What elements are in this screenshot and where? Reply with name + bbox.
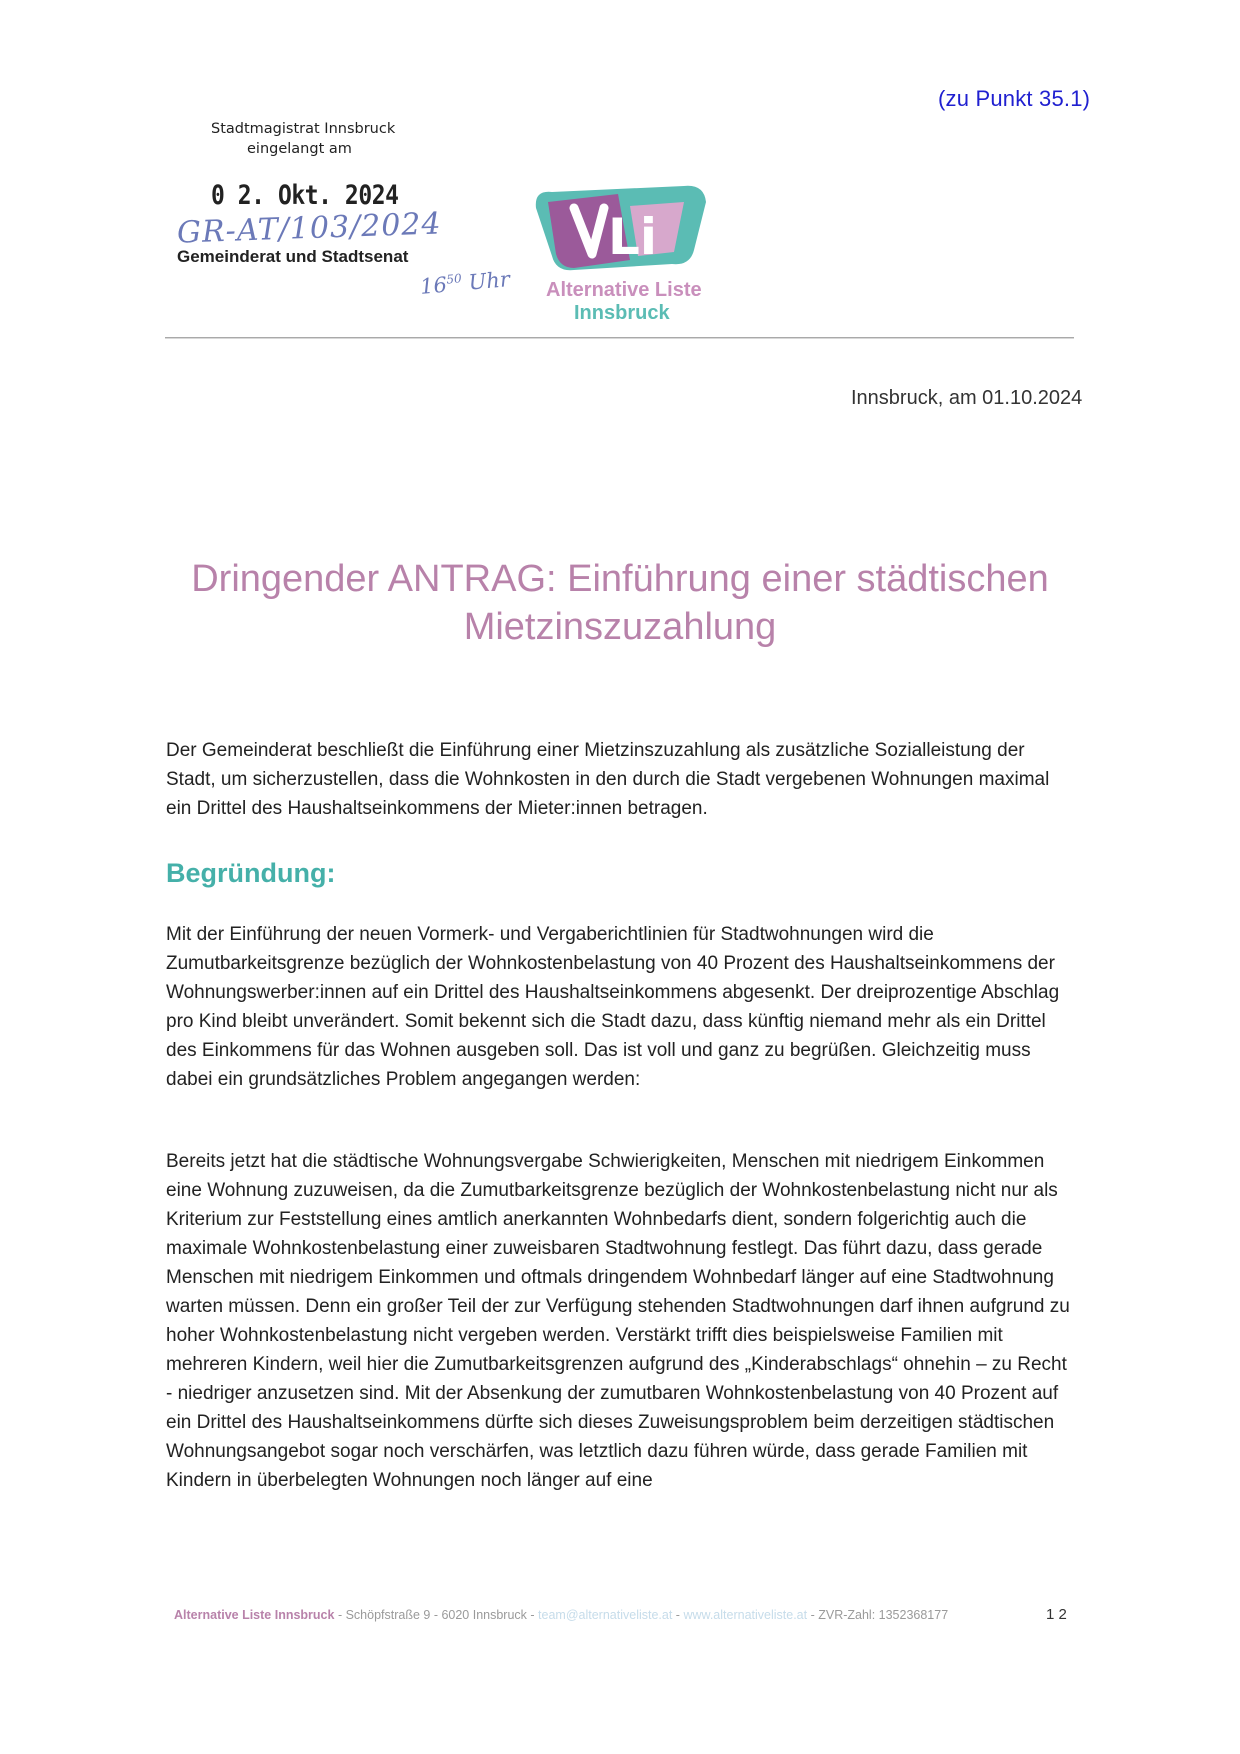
footer-website[interactable]: www.alternativeliste.at <box>683 1608 808 1622</box>
footer <box>174 1608 948 1622</box>
document-title <box>160 555 1080 651</box>
motion-text: Der Gemeinderat beschließt die Einführung einer Mietzinszuzahlung als zusätzliche Sozialleistung der Stadt, um sicherzustellen, dass die Wohnkosten in den durch die Stadt vergebenen Wohnungen maximal ein Drittel des Haushaltseinkommens der Mieter:innen betragen. <box>166 740 1050 819</box>
title-line-1: Dringender ANTRAG: Einführung einer städtischen <box>191 558 1049 600</box>
paragraph: Mit der Einführung der neuen Vormerk- und Vergaberichtlinien für Stadtwohnungen wird die Zumutbarkeitsgrenze bezüglich der Wohnkostenbelastung von 40 Prozent des Haushaltseinkommens der Wohnungswerber:innen auf ein Drittel des Haushaltseinkommens abgesenkt. Der dreiprozentige Abschlag pro Kind bleibt unverändert. Somit bekennt sich die Stadt dazu, dass künftig niemand mehr als ein Drittel des Einkommens für das Wohnen ausgeben soll. Das ist voll und ganz zu begrüßen. Gleichzeitig muss dabei ein grundsätzliches Problem angegangen werden: <box>166 924 1060 1090</box>
title-line-2: Mietzinszuzahlung <box>463 606 777 648</box>
header-divider <box>165 337 1074 338</box>
handwritten-time <box>419 267 511 299</box>
footer-zvr: - ZVR-Zahl: 1352368177 <box>807 1608 949 1622</box>
footer-address: - Schöpfstraße 9 - 6020 Innsbruck - <box>334 1608 539 1622</box>
svg-text:Li: Li <box>608 208 657 266</box>
logo-city: Innsbruck <box>574 302 670 324</box>
stamp-date: 0 2. Okt. 2024 <box>211 180 399 211</box>
handwritten-time-minutes: 50 <box>445 271 463 287</box>
logo-name: Alternative Liste <box>546 279 702 301</box>
footer-org: Alternative Liste Innsbruck <box>174 1608 335 1622</box>
stamp-authority: Stadtmagistrat Innsbruck <box>211 121 396 137</box>
footer-email[interactable]: team@alternativeliste.at <box>538 1608 673 1622</box>
stamp-received-label: eingelangt am <box>247 141 352 157</box>
page-number: 1 2 <box>1046 1606 1067 1623</box>
place-date: Innsbruck, am 01.10.2024 <box>851 387 1083 409</box>
footer-separator: - <box>672 1608 684 1622</box>
paragraph: Bereits jetzt hat die städtische Wohnungsvergabe Schwierigkeiten, Menschen mit niedrigem Einkommen eine Wohnung zuzuweisen, da die Zumutbarkeitsgrenze bezüglich der Wohnkostenbelastung nicht nur als Kriterium zur Feststellung eines amtlich anerkannten Wohnbedarfs dient, sondern folgerichtig auch die maximale Wohnkostenbelastung einer zuweisbaren Stadtwohnung festlegt. Das führt dazu, dass gerade Menschen mit niedrigem Einkommen und oftmals dringendem Wohnbedarf länger auf eine Stadtwohnung warten müssen. Denn ein großer Teil der zur Verfügung stehenden Stadtwohnungen darf ihnen aufgrund zu hoher Wohnkostenbelastung nicht vergeben werden. Verstärkt trifft dies beispielsweise Familien mit mehreren Kindern, weil hier die Zumutbarkeitsgrenzen aufgrund des „Kinderabschlags“ ohnehin – zu Recht - niedriger anzusetzen sind. Mit der Absenkung der zumutbaren Wohnkostenbelastung von 40 Prozent auf ein Drittel des Haushaltseinkommens dürfte sich dieses Zuweisungsproblem beim derzeitigen städtischen Wohnungsangebot sogar noch verschärfen, was letztlich dazu führen würde, dass gerade Familien mit Kindern in überbelegten Wohnungen noch länger auf eine <box>166 1151 1070 1491</box>
reference-note: (zu Punkt 35.1) <box>938 86 1091 111</box>
handwritten-time-suffix: Uhr <box>467 267 511 295</box>
party-logo-icon <box>534 180 710 280</box>
handwritten-file-number: GR-AT/103/2024 <box>176 206 443 251</box>
stamp-department: Gemeinderat und Stadtsenat <box>177 247 409 266</box>
handwritten-time-hour: 16 <box>419 272 448 299</box>
section-heading: Begründung: <box>166 858 336 888</box>
